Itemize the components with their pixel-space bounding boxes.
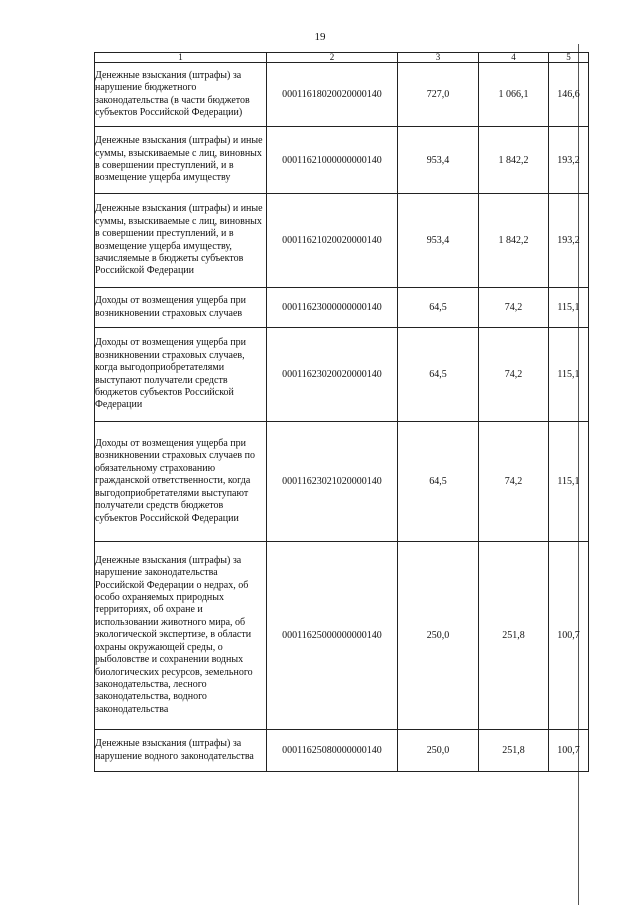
row-name: Денежные взыскания (штрафы) за нарушение законодательства Российской Федерации о недрах, об особо охраняемых природных территориях, об охране и использовании животного мира, об экологической экспертизе, в области охраны окружающей среды, о рыболовстве и сохранении водных биологических ресурсов, земельного законодательства, лесного законодательства, водного законодательства <box>95 542 267 730</box>
row-fact: 74,2 <box>479 288 549 328</box>
row-percent: 100,7 <box>549 730 589 772</box>
row-percent: 193,2 <box>549 194 589 288</box>
row-code: 00011623000000000140 <box>267 288 398 328</box>
row-plan: 64,5 <box>398 422 479 542</box>
row-code: 00011623021020000140 <box>267 422 398 542</box>
row-fact: 74,2 <box>479 328 549 422</box>
table-row <box>95 328 589 422</box>
table-row <box>95 63 589 127</box>
row-code: 00011621020020000140 <box>267 194 398 288</box>
table-row <box>95 730 589 772</box>
table-row <box>95 127 589 194</box>
row-percent: 115,1 <box>549 288 589 328</box>
table-row <box>95 288 589 328</box>
column-header-3: 3 <box>398 53 479 63</box>
row-fact: 251,8 <box>479 730 549 772</box>
row-code: 00011625080000000140 <box>267 730 398 772</box>
revenue-table <box>94 52 589 772</box>
row-plan: 727,0 <box>398 63 479 127</box>
row-name: Доходы от возмещения ущерба при возникновении страховых случаев, когда выгодоприобретателями выступают получатели средств бюджетов субъектов Российской Федерации <box>95 328 267 422</box>
row-percent: 146,6 <box>549 63 589 127</box>
row-percent: 115,1 <box>549 422 589 542</box>
table-row <box>95 542 589 730</box>
row-plan: 64,5 <box>398 288 479 328</box>
row-percent: 193,2 <box>549 127 589 194</box>
row-name: Денежные взыскания (штрафы) и иные суммы, взыскиваемые с лиц, виновных в совершении преступлений, и в возмещение ущерба имуществу, зачисляемые в бюджеты субъектов Российской Федерации <box>95 194 267 288</box>
row-percent: 100,7 <box>549 542 589 730</box>
table-row <box>95 194 589 288</box>
row-code: 00011625000000000140 <box>267 542 398 730</box>
row-code: 00011618020020000140 <box>267 63 398 127</box>
row-code: 00011623020020000140 <box>267 328 398 422</box>
row-name: Денежные взыскания (штрафы) за нарушение бюджетного законодательства (в части бюджетов субъектов Российской Федерации) <box>95 63 267 127</box>
row-plan: 953,4 <box>398 127 479 194</box>
row-fact: 74,2 <box>479 422 549 542</box>
row-fact: 1 842,2 <box>479 194 549 288</box>
row-fact: 1 842,2 <box>479 127 549 194</box>
row-plan: 64,5 <box>398 328 479 422</box>
row-plan: 250,0 <box>398 542 479 730</box>
row-name: Денежные взыскания (штрафы) и иные суммы, взыскиваемые с лиц, виновных в совершении преступлений, и в возмещение ущерба имуществу <box>95 127 267 194</box>
row-fact: 251,8 <box>479 542 549 730</box>
row-percent: 115,1 <box>549 328 589 422</box>
table-row <box>95 422 589 542</box>
row-fact: 1 066,1 <box>479 63 549 127</box>
row-code: 00011621000000000140 <box>267 127 398 194</box>
column-header-4: 4 <box>479 53 549 63</box>
column-header-5: 5 <box>549 53 589 63</box>
row-name: Доходы от возмещения ущерба при возникновении страховых случаев по обязательному страхованию гражданской ответственности, когда выгодоприобретателями выступают получатели средств бюджетов субъектов Российской Федерации <box>95 422 267 542</box>
row-plan: 250,0 <box>398 730 479 772</box>
column-header-1: 1 <box>95 53 267 63</box>
row-name: Денежные взыскания (штрафы) за нарушение водного законодательства <box>95 730 267 772</box>
page-number: 19 <box>314 31 326 43</box>
row-plan: 953,4 <box>398 194 479 288</box>
column-header-2: 2 <box>267 53 398 63</box>
column-number-row <box>95 53 589 63</box>
row-name: Доходы от возмещения ущерба при возникновении страховых случаев <box>95 288 267 328</box>
